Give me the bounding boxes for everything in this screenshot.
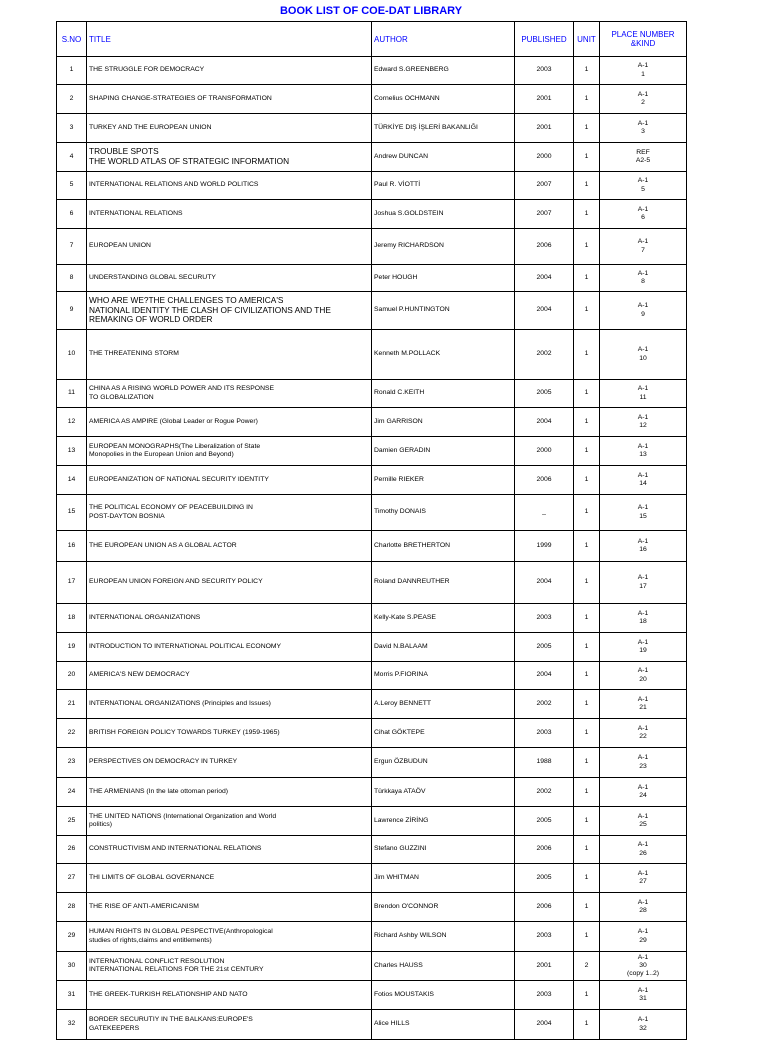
- table-row: [57, 952, 687, 981]
- author-cell: Edward S.GREENBERG: [372, 57, 515, 85]
- sno-cell: 5: [57, 172, 87, 200]
- published-cell: 2004: [515, 408, 574, 437]
- sno-cell: 31: [57, 981, 87, 1010]
- unit-cell: 1: [574, 893, 600, 922]
- sno-cell: 9: [57, 292, 87, 330]
- title-cell: EUROPEAN UNION: [87, 229, 372, 265]
- published-cell: 1999: [515, 531, 574, 562]
- table-row: [57, 380, 687, 408]
- author-cell: Charlotte BRETHERTON: [372, 531, 515, 562]
- title-cell: CONSTRUCTIVISM AND INTERNATIONAL RELATIONS: [87, 836, 372, 864]
- title-header: TITLE: [87, 22, 372, 57]
- title-cell: UNDERSTANDING GLOBAL SECURUTY: [87, 265, 372, 292]
- unit-cell: 1: [574, 807, 600, 836]
- unit-cell: 1: [574, 466, 600, 495]
- title-cell: AMERICA'S NEW DEMOCRACY: [87, 662, 372, 690]
- author-cell: Jim WHITMAN: [372, 864, 515, 893]
- sno-cell: 24: [57, 778, 87, 807]
- published-cell: 2002: [515, 330, 574, 380]
- author-cell: Andrew DUNCAN: [372, 143, 515, 172]
- table-body: [57, 57, 687, 1040]
- table-row: [57, 114, 687, 143]
- author-cell: Morris P.FIORINA: [372, 662, 515, 690]
- published-cell: 1988: [515, 748, 574, 778]
- published-cell: 2000: [515, 143, 574, 172]
- unit-cell: 1: [574, 562, 600, 604]
- author-cell: Kelly-Kate S.PEASE: [372, 604, 515, 633]
- published-cell: 2002: [515, 690, 574, 719]
- unit-cell: 1: [574, 57, 600, 85]
- sno-cell: 28: [57, 893, 87, 922]
- book-table: [56, 21, 687, 1040]
- published-cell: 2002: [515, 778, 574, 807]
- title-cell: INTERNATIONAL CONFLICT RESOLUTION INTERNATIONAL RELATIONS FOR THE 21st CENTURY: [87, 952, 372, 981]
- table-row: [57, 1010, 687, 1040]
- unit-cell: 1: [574, 778, 600, 807]
- table-row: [57, 864, 687, 893]
- place-cell: A-1 3: [600, 114, 687, 143]
- published-cell: 2005: [515, 380, 574, 408]
- title-cell: TURKEY AND THE EUROPEAN UNION: [87, 114, 372, 143]
- unit-cell: 1: [574, 114, 600, 143]
- place-cell: A-1 5: [600, 172, 687, 200]
- unit-cell: 1: [574, 748, 600, 778]
- sno-cell: 29: [57, 922, 87, 952]
- sno-cell: 13: [57, 437, 87, 466]
- title-cell: INTERNATIONAL ORGANIZATIONS (Principles and Issues): [87, 690, 372, 719]
- place-cell: A-1 15: [600, 495, 687, 531]
- author-cell: Roland DANNREUTHER: [372, 562, 515, 604]
- title-cell: WHO ARE WE?THE CHALLENGES TO AMERICA'S NATIONAL IDENTITY THE CLASH OF CIVILIZATIONS AND THE REMAKING OF WORLD ORDER: [87, 292, 372, 330]
- place-cell: A-1 2: [600, 85, 687, 114]
- published-cell: 2006: [515, 836, 574, 864]
- title-cell: INTERNATIONAL ORGANIZATIONS: [87, 604, 372, 633]
- title-cell: THE STRUGGLE FOR DEMOCRACY: [87, 57, 372, 85]
- place-cell: A-1 24: [600, 778, 687, 807]
- unit-cell: 1: [574, 981, 600, 1010]
- place-header: PLACE NUMBER &KIND: [600, 22, 687, 57]
- title-cell: THE THREATENING STORM: [87, 330, 372, 380]
- unit-cell: 1: [574, 229, 600, 265]
- author-cell: Ergun ÖZBUDUN: [372, 748, 515, 778]
- place-cell: A-1 26: [600, 836, 687, 864]
- unit-cell: 2: [574, 952, 600, 981]
- sno-cell: 25: [57, 807, 87, 836]
- place-cell: A-1 16: [600, 531, 687, 562]
- unit-cell: 1: [574, 85, 600, 114]
- unit-cell: 1: [574, 690, 600, 719]
- author-cell: Jeremy RICHARDSON: [372, 229, 515, 265]
- published-cell: 2001: [515, 114, 574, 143]
- sno-cell: 19: [57, 633, 87, 662]
- unit-cell: 1: [574, 633, 600, 662]
- table-row: [57, 466, 687, 495]
- sno-cell: 15: [57, 495, 87, 531]
- table-row: [57, 633, 687, 662]
- place-cell: A-1 8: [600, 265, 687, 292]
- title-cell: CHINA AS A RISING WORLD POWER AND ITS RESPONSE TO GLOBALIZATION: [87, 380, 372, 408]
- table-row: [57, 748, 687, 778]
- place-cell: A-1 30 (copy 1..2): [600, 952, 687, 981]
- place-cell: A-1 1: [600, 57, 687, 85]
- sno-cell: 11: [57, 380, 87, 408]
- unit-cell: 1: [574, 864, 600, 893]
- sno-cell: 3: [57, 114, 87, 143]
- place-cell: REF A2-5: [600, 143, 687, 172]
- table-row: [57, 981, 687, 1010]
- title-cell: THE POLITICAL ECONOMY OF PEACEBUILDING IN POST-DAYTON BOSNIA: [87, 495, 372, 531]
- published-cell: 2005: [515, 633, 574, 662]
- title-cell: INTRODUCTION TO INTERNATIONAL POLITICAL ECONOMY: [87, 633, 372, 662]
- sno-cell: 1: [57, 57, 87, 85]
- table-row: [57, 836, 687, 864]
- table-row: [57, 292, 687, 330]
- unit-cell: 1: [574, 662, 600, 690]
- author-cell: Pernille RIEKER: [372, 466, 515, 495]
- published-cell: 2003: [515, 57, 574, 85]
- author-cell: Türkkaya ATAÖV: [372, 778, 515, 807]
- unit-header: UNIT: [574, 22, 600, 57]
- place-cell: A-1 18: [600, 604, 687, 633]
- table-row: [57, 265, 687, 292]
- sno-cell: 27: [57, 864, 87, 893]
- author-cell: Damien GERADIN: [372, 437, 515, 466]
- author-cell: Fotios MOUSTAKIS: [372, 981, 515, 1010]
- title-cell: PERSPECTIVES ON DEMOCRACY IN TURKEY: [87, 748, 372, 778]
- author-cell: Cihat GÖKTEPE: [372, 719, 515, 748]
- title-cell: THE RISE OF ANTI-AMERICANISM: [87, 893, 372, 922]
- unit-cell: 1: [574, 380, 600, 408]
- author-cell: Stefano GUZZINI: [372, 836, 515, 864]
- unit-cell: 1: [574, 719, 600, 748]
- table-row: [57, 85, 687, 114]
- title-cell: INTERNATIONAL RELATIONS AND WORLD POLITICS: [87, 172, 372, 200]
- unit-cell: 1: [574, 1010, 600, 1040]
- published-cell: 2000: [515, 437, 574, 466]
- author-cell: Lawrence ZİRİNG: [372, 807, 515, 836]
- published-cell: 2003: [515, 981, 574, 1010]
- author-cell: Richard Ashby WILSON: [372, 922, 515, 952]
- title-cell: BRITISH FOREIGN POLICY TOWARDS TURKEY (1959-1965): [87, 719, 372, 748]
- author-cell: Ronald C.KEITH: [372, 380, 515, 408]
- sno-cell: 6: [57, 200, 87, 229]
- title-cell: TROUBLE SPOTS THE WORLD ATLAS OF STRATEGIC INFORMATION: [87, 143, 372, 172]
- place-cell: A-1 14: [600, 466, 687, 495]
- table-row: [57, 437, 687, 466]
- table-row: [57, 172, 687, 200]
- sno-cell: 17: [57, 562, 87, 604]
- place-cell: A-1 13: [600, 437, 687, 466]
- author-cell: Kenneth M.POLLACK: [372, 330, 515, 380]
- published-cell: 2001: [515, 85, 574, 114]
- sno-cell: 32: [57, 1010, 87, 1040]
- book-list-sheet: [56, 0, 686, 1032]
- table-row: [57, 408, 687, 437]
- author-cell: Jim GARRISON: [372, 408, 515, 437]
- place-cell: A-1 31: [600, 981, 687, 1010]
- published-header: PUBLISHED: [515, 22, 574, 57]
- table-row: [57, 719, 687, 748]
- author-cell: Paul R. VİOTTİ: [372, 172, 515, 200]
- sno-cell: 2: [57, 85, 87, 114]
- table-row: [57, 330, 687, 380]
- published-cell: 2004: [515, 265, 574, 292]
- unit-cell: 1: [574, 531, 600, 562]
- place-cell: A-1 20: [600, 662, 687, 690]
- sno-cell: 26: [57, 836, 87, 864]
- place-cell: A-1 7: [600, 229, 687, 265]
- table-row: [57, 690, 687, 719]
- unit-cell: 1: [574, 265, 600, 292]
- place-cell: A-1 21: [600, 690, 687, 719]
- published-cell: 2004: [515, 292, 574, 330]
- unit-cell: 1: [574, 922, 600, 952]
- unit-cell: 1: [574, 495, 600, 531]
- unit-cell: 1: [574, 200, 600, 229]
- title-cell: THE EUROPEAN UNION AS A GLOBAL ACTOR: [87, 531, 372, 562]
- title-cell: INTERNATIONAL RELATIONS: [87, 200, 372, 229]
- sno-cell: 21: [57, 690, 87, 719]
- title-cell: THE UNITED NATIONS (International Organization and World politics): [87, 807, 372, 836]
- unit-cell: 1: [574, 836, 600, 864]
- author-header: AUTHOR: [372, 22, 515, 57]
- place-cell: A-1 29: [600, 922, 687, 952]
- table-row: [57, 57, 687, 85]
- sno-cell: 8: [57, 265, 87, 292]
- unit-cell: 1: [574, 143, 600, 172]
- published-cell: 2007: [515, 200, 574, 229]
- author-cell: Timothy DONAIS: [372, 495, 515, 531]
- title-cell: HUMAN RIGHTS IN GLOBAL PESPECTIVE(Anthropological studies of rights,claims and entitlements): [87, 922, 372, 952]
- place-cell: A-1 25: [600, 807, 687, 836]
- place-cell: A-1 9: [600, 292, 687, 330]
- table-row: [57, 807, 687, 836]
- author-cell: Samuel P.HUNTINGTON: [372, 292, 515, 330]
- place-cell: A-1 28: [600, 893, 687, 922]
- author-cell: Brendon O'CONNOR: [372, 893, 515, 922]
- author-cell: Charles HAUSS: [372, 952, 515, 981]
- unit-cell: 1: [574, 292, 600, 330]
- place-cell: A-1 22: [600, 719, 687, 748]
- header-row: [57, 22, 687, 57]
- place-cell: A-1 17: [600, 562, 687, 604]
- unit-cell: 1: [574, 437, 600, 466]
- unit-cell: 1: [574, 604, 600, 633]
- place-cell: A-1 32: [600, 1010, 687, 1040]
- sno-cell: 18: [57, 604, 87, 633]
- published-cell: 2003: [515, 604, 574, 633]
- place-cell: A-1 12: [600, 408, 687, 437]
- title-cell: EUROPEANIZATION OF NATIONAL SECURITY IDENTITY: [87, 466, 372, 495]
- sno-header: S.NO: [57, 22, 87, 57]
- sno-cell: 23: [57, 748, 87, 778]
- title-cell: EUROPEAN MONOGRAPHS(The Liberalization of State Monopolies in the European Union and Beyond): [87, 437, 372, 466]
- table-row: [57, 893, 687, 922]
- author-cell: Cornelius OCHMANN: [372, 85, 515, 114]
- published-cell: 2003: [515, 719, 574, 748]
- sno-cell: 14: [57, 466, 87, 495]
- author-cell: TÜRKİYE DIŞ İŞLERİ BAKANLIĞI: [372, 114, 515, 143]
- title-cell: THI LIMITS OF GLOBAL GOVERNANCE: [87, 864, 372, 893]
- published-cell: 2006: [515, 229, 574, 265]
- sno-cell: 22: [57, 719, 87, 748]
- page-title: BOOK LIST OF COE-DAT LIBRARY: [279, 5, 463, 17]
- published-cell: 2007: [515, 172, 574, 200]
- place-cell: A-1 11: [600, 380, 687, 408]
- title-cell: EUROPEAN UNION FOREIGN AND SECURITY POLICY: [87, 562, 372, 604]
- unit-cell: 1: [574, 172, 600, 200]
- published-cell: 2006: [515, 893, 574, 922]
- place-cell: A-1 10: [600, 330, 687, 380]
- title-cell: THE ARMENIANS (In the late ottoman period): [87, 778, 372, 807]
- published-cell: 2004: [515, 1010, 574, 1040]
- sno-cell: 30: [57, 952, 87, 981]
- sno-cell: 12: [57, 408, 87, 437]
- place-cell: A-1 19: [600, 633, 687, 662]
- table-row: [57, 200, 687, 229]
- table-row: [57, 778, 687, 807]
- published-cell: 2005: [515, 864, 574, 893]
- place-cell: A-1 23: [600, 748, 687, 778]
- title-cell: THE GREEK-TURKISH RELATIONSHIP AND NATO: [87, 981, 372, 1010]
- place-cell: A-1 6: [600, 200, 687, 229]
- table-row: [57, 662, 687, 690]
- sno-cell: 4: [57, 143, 87, 172]
- unit-cell: 1: [574, 330, 600, 380]
- sno-cell: 10: [57, 330, 87, 380]
- table-row: [57, 531, 687, 562]
- table-row: [57, 604, 687, 633]
- title-cell: BORDER SECURUTIY IN THE BALKANS:EUROPE'S GATEKEEPERS: [87, 1010, 372, 1040]
- author-cell: David N.BALAAM: [372, 633, 515, 662]
- published-cell: 2004: [515, 562, 574, 604]
- sno-cell: 20: [57, 662, 87, 690]
- title-cell: AMERICA AS AMPIRE (Global Leader or Rogue Power): [87, 408, 372, 437]
- table-row: [57, 922, 687, 952]
- author-cell: Alice HILLS: [372, 1010, 515, 1040]
- table-row: [57, 562, 687, 604]
- sno-cell: 7: [57, 229, 87, 265]
- table-row: [57, 495, 687, 531]
- sno-cell: 16: [57, 531, 87, 562]
- table-row: [57, 229, 687, 265]
- published-cell: 2003: [515, 922, 574, 952]
- published-cell: _: [515, 495, 574, 531]
- published-cell: 2006: [515, 466, 574, 495]
- author-cell: Joshua S.GOLDSTEIN: [372, 200, 515, 229]
- place-cell: A-1 27: [600, 864, 687, 893]
- published-cell: 2001: [515, 952, 574, 981]
- title-cell: SHAPING CHANGE-STRATEGIES OF TRANSFORMATION: [87, 85, 372, 114]
- published-cell: 2005: [515, 807, 574, 836]
- unit-cell: 1: [574, 408, 600, 437]
- author-cell: Peter HOUGH: [372, 265, 515, 292]
- table-row: [57, 143, 687, 172]
- published-cell: 2004: [515, 662, 574, 690]
- author-cell: A.Leroy BENNETT: [372, 690, 515, 719]
